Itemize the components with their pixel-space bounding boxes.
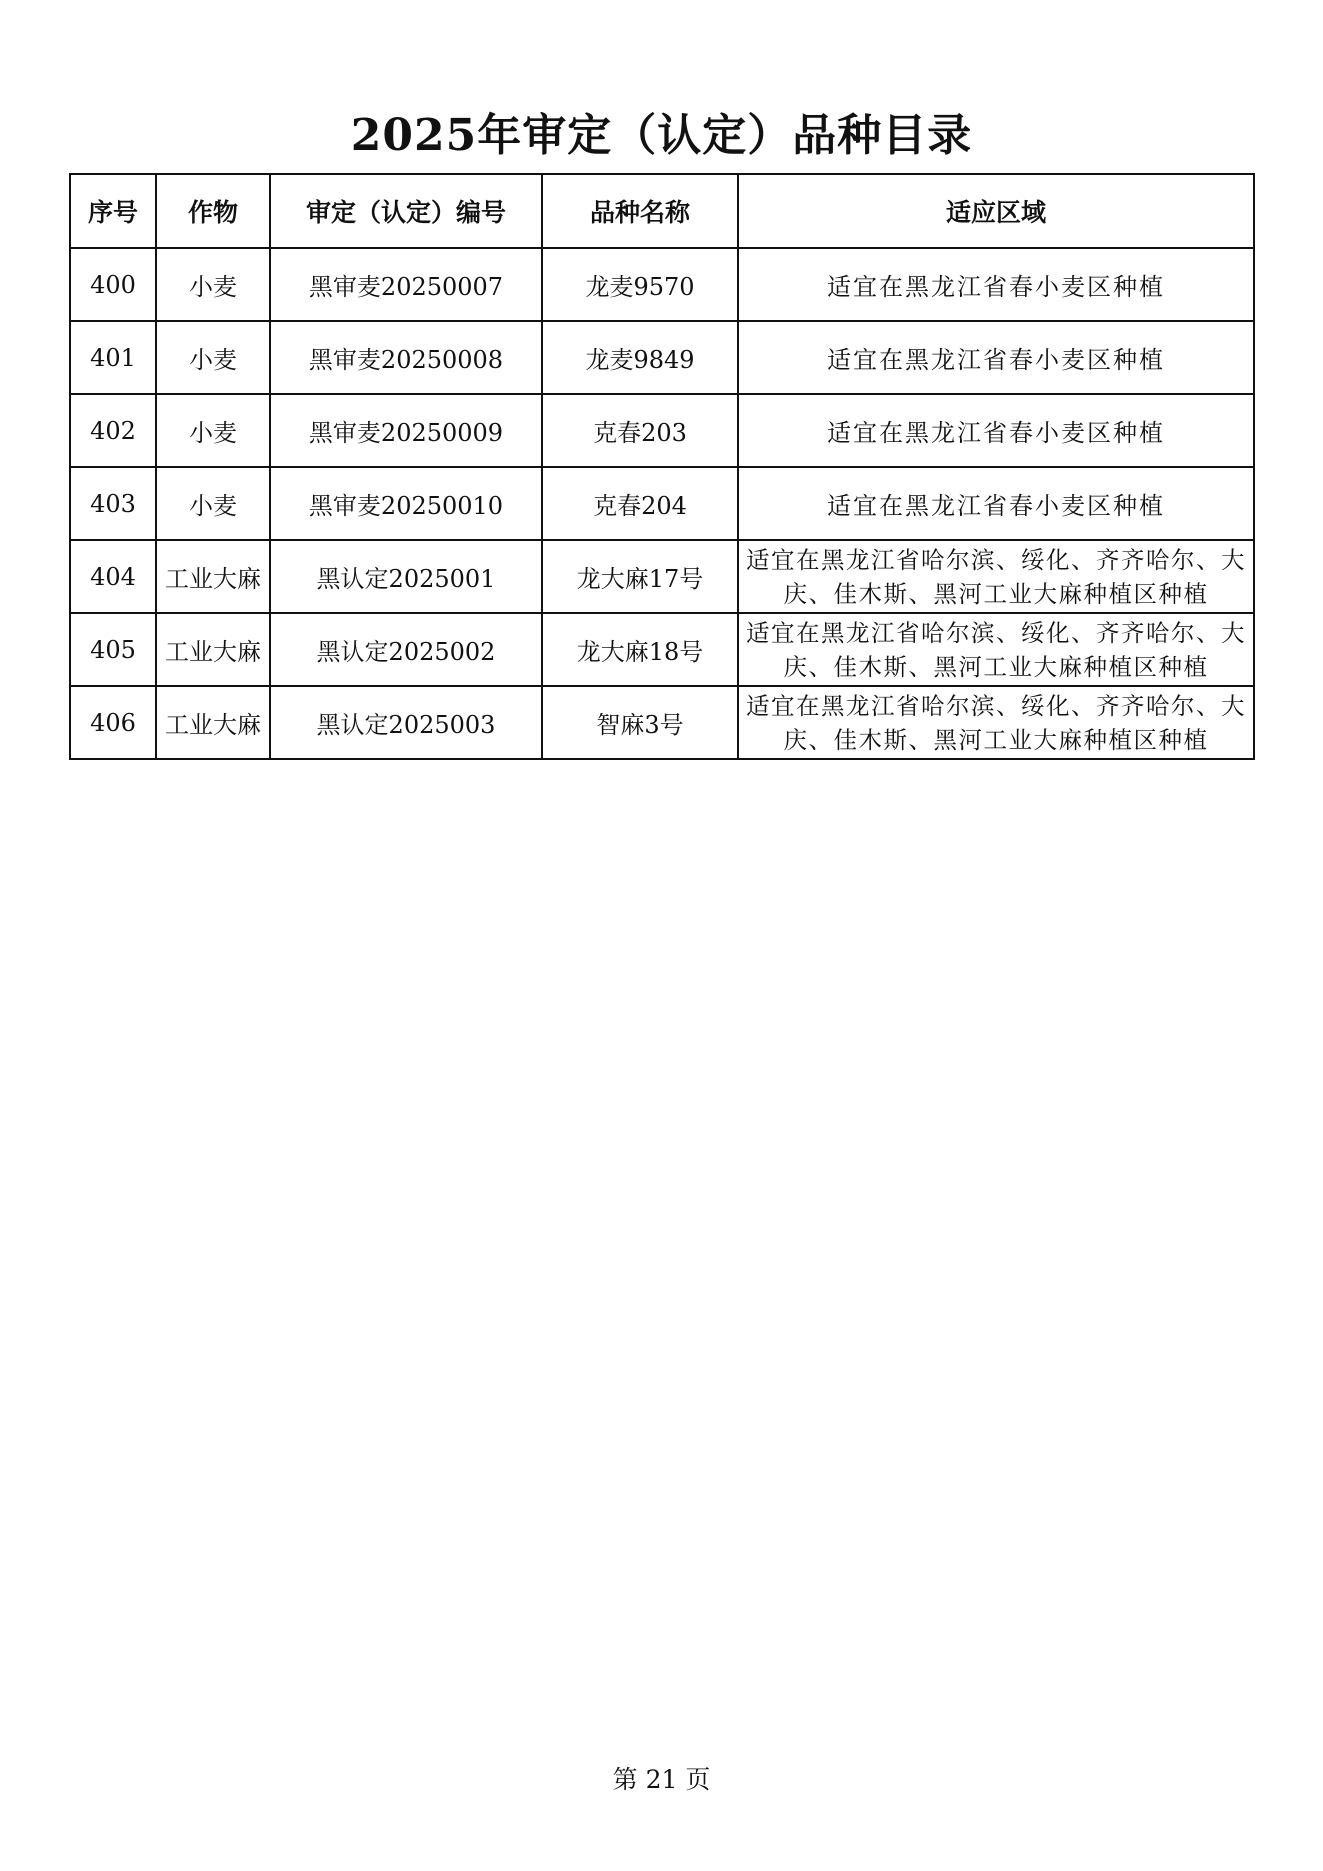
- cell-crop: 小麦: [156, 321, 270, 394]
- cell-variety-name: 龙大麻17号: [542, 540, 738, 613]
- cell-serial: 405: [70, 613, 156, 686]
- table-row: [70, 467, 1254, 540]
- cell-crop: 小麦: [156, 394, 270, 467]
- cell-region: 适宜在黑龙江省春小麦区种植: [738, 467, 1254, 540]
- cell-approval-number: 黑认定2025003: [270, 686, 542, 759]
- header-crop: 作物: [156, 174, 270, 248]
- cell-variety-name: 克春203: [542, 394, 738, 467]
- cell-approval-number: 黑审麦20250007: [270, 248, 542, 321]
- header-region: 适应区域: [738, 174, 1254, 248]
- cell-variety-name: 智麻3号: [542, 686, 738, 759]
- cell-variety-name: 克春204: [542, 467, 738, 540]
- page-title: 2025年审定（认定）品种目录: [350, 110, 973, 161]
- cell-serial: 403: [70, 467, 156, 540]
- cell-region: 适宜在黑龙江省哈尔滨、绥化、齐齐哈尔、大庆、佳木斯、黑河工业大麻种植区种植: [738, 686, 1254, 759]
- cell-region: 适宜在黑龙江省哈尔滨、绥化、齐齐哈尔、大庆、佳木斯、黑河工业大麻种植区种植: [738, 540, 1254, 613]
- table-row: [70, 540, 1254, 613]
- header-variety-name: 品种名称: [542, 174, 738, 248]
- table-row: [70, 686, 1254, 759]
- cell-region: 适宜在黑龙江省春小麦区种植: [738, 321, 1254, 394]
- variety-table: [69, 173, 1255, 760]
- cell-approval-number: 黑审麦20250008: [270, 321, 542, 394]
- cell-approval-number: 黑审麦20250009: [270, 394, 542, 467]
- table-row: [70, 613, 1254, 686]
- cell-serial: 406: [70, 686, 156, 759]
- cell-crop: 小麦: [156, 248, 270, 321]
- table-row: [70, 248, 1254, 321]
- cell-variety-name: 龙麦9849: [542, 321, 738, 394]
- header-serial: 序号: [70, 174, 156, 248]
- cell-crop: 工业大麻: [156, 540, 270, 613]
- cell-serial: 404: [70, 540, 156, 613]
- cell-approval-number: 黑认定2025001: [270, 540, 542, 613]
- cell-variety-name: 龙大麻18号: [542, 613, 738, 686]
- cell-crop: 工业大麻: [156, 613, 270, 686]
- cell-variety-name: 龙麦9570: [542, 248, 738, 321]
- table-row: [70, 394, 1254, 467]
- cell-approval-number: 黑认定2025002: [270, 613, 542, 686]
- header-approval-number: 审定（认定）编号: [270, 174, 542, 248]
- cell-crop: 工业大麻: [156, 686, 270, 759]
- cell-region: 适宜在黑龙江省哈尔滨、绥化、齐齐哈尔、大庆、佳木斯、黑河工业大麻种植区种植: [738, 613, 1254, 686]
- cell-region: 适宜在黑龙江省春小麦区种植: [738, 394, 1254, 467]
- cell-serial: 401: [70, 321, 156, 394]
- cell-crop: 小麦: [156, 467, 270, 540]
- table-header-row: [70, 174, 1254, 248]
- cell-serial: 400: [70, 248, 156, 321]
- cell-serial: 402: [70, 394, 156, 467]
- cell-region: 适宜在黑龙江省春小麦区种植: [738, 248, 1254, 321]
- page-number: 第 21 页: [612, 1765, 711, 1794]
- cell-approval-number: 黑审麦20250010: [270, 467, 542, 540]
- table-row: [70, 321, 1254, 394]
